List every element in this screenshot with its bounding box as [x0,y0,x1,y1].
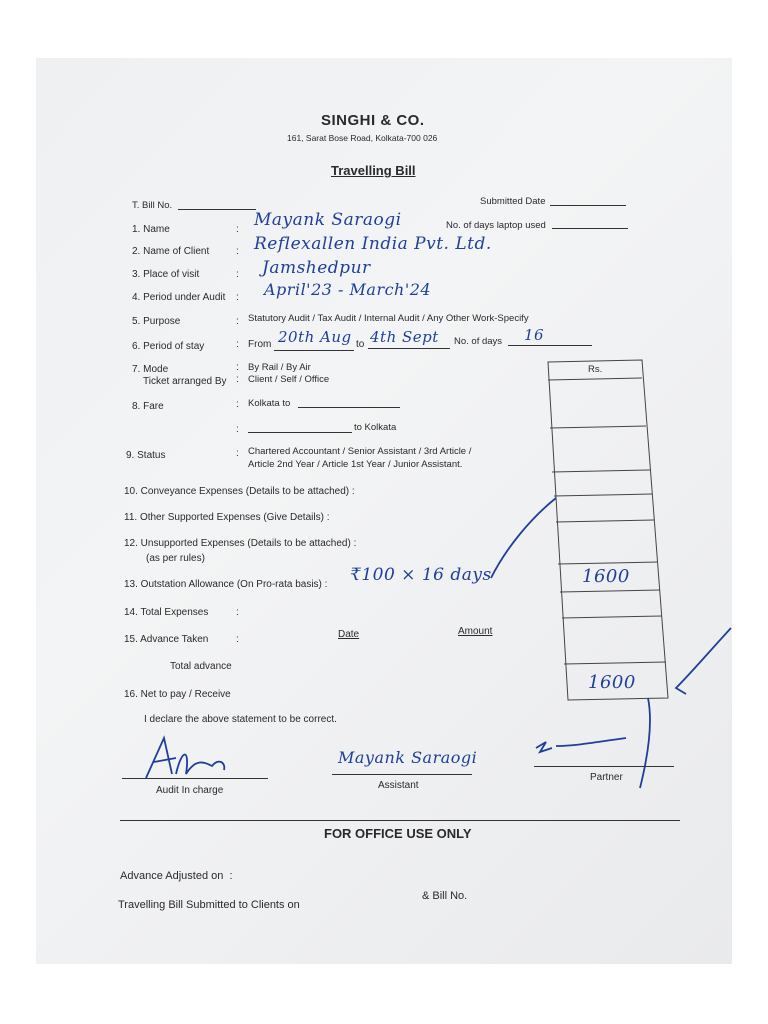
advance-adjusted-label: Advance Adjusted on : [120,870,233,882]
assistant-signature: Mayank Saraogi [338,748,478,767]
mode-sub-label: Ticket arranged By [143,376,227,387]
colon: : [236,448,239,459]
net-amount: 1600 [588,672,636,693]
laptop-days-label: No. of days laptop used [446,220,546,231]
travelling-bill-form [36,58,732,964]
outstation-amount: 1600 [582,566,630,587]
colon: : [236,246,239,257]
colon: : [236,607,239,618]
audit-sign-line [122,778,268,779]
bill-no-office-label: & Bill No. [422,890,468,902]
period-audit-label: 4. Period under Audit [132,292,226,303]
office-divider [120,820,680,821]
amount-column-label: Amount [458,626,493,637]
unsupported-sub: (as per rules) [146,553,205,564]
mode-label: 7. Mode [132,364,169,375]
form-title: Travelling Bill [331,163,416,178]
rs-header: Rs. [588,364,603,375]
colon: : [236,224,239,235]
submitted-date-label: Submitted Date [480,196,546,207]
colon: : [236,339,239,350]
outstation-value: ₹100 × 16 days [350,565,492,585]
purpose-label: 5. Purpose [132,316,181,327]
unsupported-label: 12. Unsupported Expenses (Details to be attached) : [124,538,357,549]
colon: : [236,292,239,303]
fare-to-label: Kolkata to [248,398,291,409]
client-value: Reflexallen India Pvt. Ltd. [254,234,492,254]
assistant-label: Assistant [378,780,419,791]
advance-label: 15. Advance Taken [124,634,209,645]
name-label: 1. Name [132,224,170,235]
conveyance-label: 10. Conveyance Expenses (Details to be attached) : [124,486,355,497]
declaration: I declare the above statement to be correct. [144,714,337,725]
place-label: 3. Place of visit [132,269,200,280]
assistant-sign-line [332,774,472,775]
fare-label: 8. Fare [132,401,164,412]
colon: : [236,316,239,327]
status-value-2: Article 2nd Year / Article 1st Year / Junior Assistant. [248,459,463,470]
supported-label: 11. Other Supported Expenses (Give Details) : [124,512,330,523]
colon: : [236,634,239,645]
colon: : [236,399,239,410]
colon: : [236,424,239,435]
fare-back-label: to Kolkata [354,422,397,433]
outstation-label: 13. Outstation Allowance (On Pro-rata basis) : [124,579,328,590]
client-label: 2. Name of Client [132,246,210,257]
colon: : [236,269,239,280]
colon: : [236,374,239,385]
mode-value: By Rail / By Air [248,362,311,373]
audit-signature [146,738,224,778]
status-value-1: Chartered Accountant / Senior Assistant / 3rd Article / [248,446,472,457]
net-pay-label: 16. Net to pay / Receive [124,689,231,700]
firm-name: SINGHI & CO. [321,112,425,129]
audit-in-charge-label: Audit In charge [156,785,224,796]
submitted-to-clients-label: Travelling Bill Submitted to Clients on [118,899,300,911]
colon: : [236,362,239,373]
stay-days-value: 16 [524,326,545,344]
bill-no-label: T. Bill No. [132,200,173,211]
name-value: Mayank Saraogi [254,210,402,230]
stay-from-value: 20th Aug [278,328,352,346]
status-label: 9. Status [126,450,166,461]
office-use-title: FOR OFFICE USE ONLY [324,826,472,841]
stay-to-value: 4th Sept [370,328,439,346]
total-expenses-label: 14. Total Expenses [124,607,209,618]
partner-sign-line [534,766,674,767]
stay-days-label: No. of days [454,336,503,347]
place-value: Jamshedpur [262,258,371,278]
period-audit-value: April'23 - March'24 [264,280,432,299]
total-advance-label: Total advance [170,661,232,672]
partner-signature [536,738,626,752]
purpose-value: Statutory Audit / Tax Audit / Internal Audit / Any Other Work-Specify [248,313,529,324]
stay-label: 6. Period of stay [132,341,205,352]
partner-label: Partner [590,772,623,783]
firm-address: 161, Sarat Bose Road, Kolkata-700 026 [287,133,438,143]
mode-sub-value: Client / Self / Office [248,374,330,385]
stay-to-label: to [356,339,365,350]
date-column-label: Date [338,629,360,640]
stay-from-label: From [248,339,272,350]
